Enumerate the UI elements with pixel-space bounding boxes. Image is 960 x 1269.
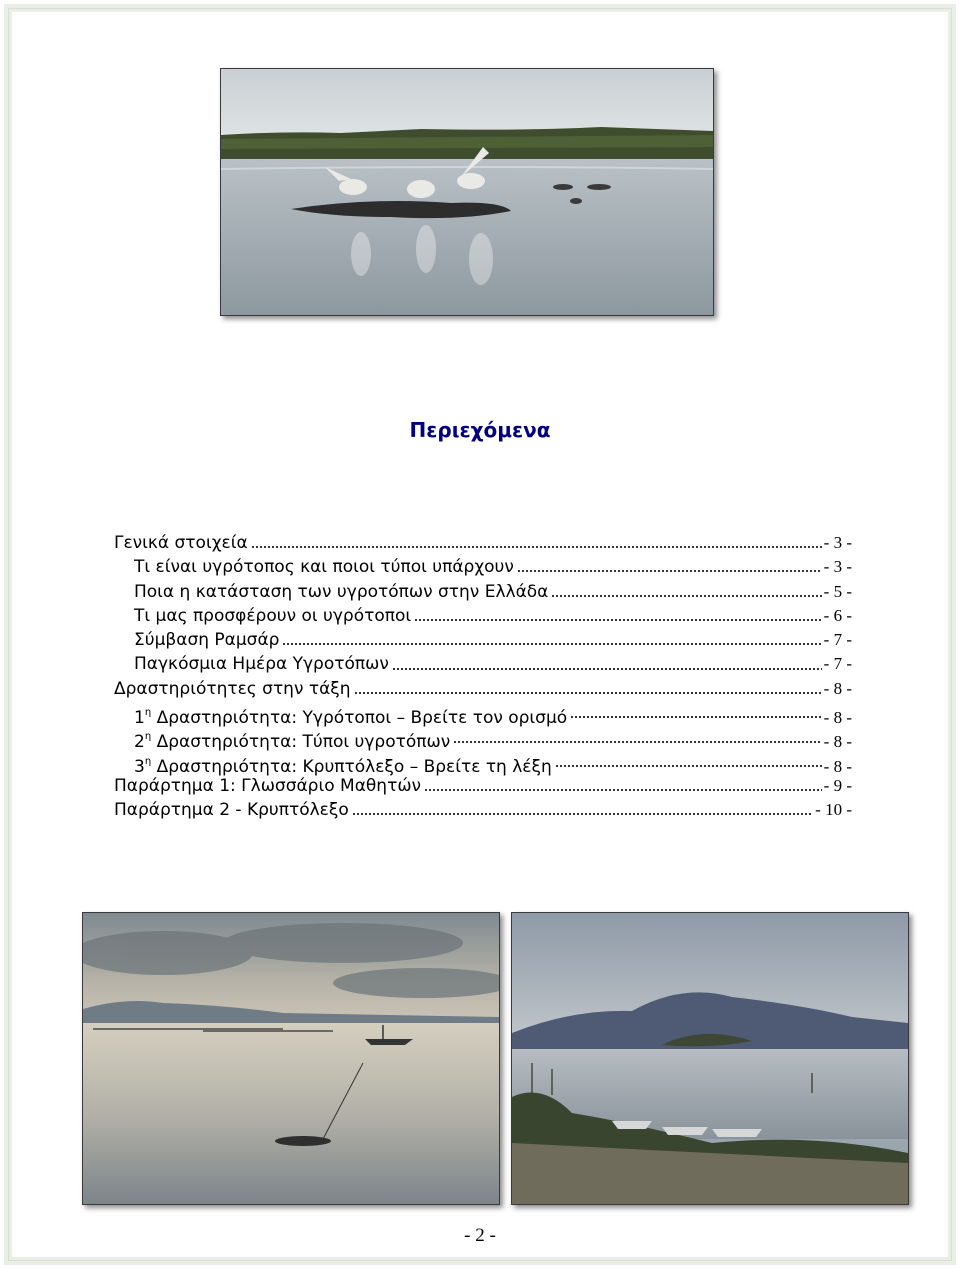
ordinal-number: 3 [134,756,145,777]
ordinal-suffix: η [144,707,152,719]
toc-entry[interactable] [114,798,852,822]
toc-leader-dots [414,615,822,625]
toc-entry-page: - 3 - [823,533,852,552]
ordinal-number: 2 [134,732,145,753]
toc-entry-label: Δραστηριότητα: Υγρότοποι – Βρείτε τον ορισμό [151,708,568,729]
toc-entry-page: - 9 - [823,775,852,795]
toc-entry[interactable] [114,652,852,676]
toc-entry-text: Παράρτημα 2 - Κρυπτόλεξο [114,800,349,821]
toc-leader-dots [517,566,822,576]
toc-entry-text: Γενικά στοιχεία [114,533,248,553]
pelicans-lake-photo [220,68,714,316]
toc-entry-page: - 3 - [823,557,852,577]
ordinal-suffix: η [144,731,152,743]
toc-entry[interactable] [114,555,852,579]
toc-entry-label: Δραστηριότητα: Κρυπτόλεξο – Βρείτε τη λέξη [151,756,552,777]
toc-entry-text: Παράρτημα 1: Γλωσσάριο Μαθητών [114,775,422,796]
toc-leader-dots [352,809,813,819]
lake-island-photo [511,912,909,1205]
toc-entry-page: - 5 - [823,581,852,601]
toc-entry[interactable] [114,628,852,652]
toc-entry-page: - 7 - [823,654,852,674]
toc-leader-dots [570,712,821,722]
toc-entry-text: Σύμβαση Ραμσάρ [134,630,280,651]
toc-entry-page: - 8 - [823,756,852,776]
toc-entry-page: - 7 - [823,630,852,650]
toc-entry[interactable] [114,750,852,777]
toc-leader-dots [551,591,821,601]
toc-leader-dots [251,542,822,552]
toc-leader-dots [424,785,822,795]
toc-entry[interactable] [114,604,852,628]
toc-entry-text: Ποια η κατάσταση των υγροτόπων στην Ελλάδα [134,581,549,602]
toc-entry-text: Τι είναι υγρότοπος και ποιοι τύποι υπάρχουν [134,557,514,578]
toc-entry-text: Δραστηριότητες στην τάξη [114,678,351,699]
toc-entry[interactable] [114,677,852,701]
toc-entry-page: - 8 - [823,732,852,752]
toc-entry[interactable] [114,580,852,604]
toc-entry[interactable] [114,531,852,555]
toc-entry-page: - 8 - [823,678,852,698]
toc-leader-dots [354,688,822,698]
toc-entry-page: - 8 - [823,708,852,728]
table-of-contents [114,531,852,823]
toc-leader-dots [392,664,822,674]
toc-entry-text: Παγκόσμια Ημέρα Υγροτόπων [134,654,389,675]
toc-entry-label: Δραστηριότητα: Τύποι υγροτόπων [151,732,451,753]
toc-leader-dots [453,737,821,747]
toc-title: Περιεχόμενα [409,418,551,442]
toc-leader-dots [282,639,821,649]
toc-leader-dots [555,761,822,771]
page-number: - 2 - [464,1225,496,1246]
toc-entry-page: - 6 - [823,605,852,625]
toc-entry-page: - 10 - [815,800,852,820]
toc-entry-text: Τι μας προσφέρουν οι υγρότοποι [134,605,412,626]
ordinal-number: 1 [134,708,145,729]
lake-dusk-photo [82,912,500,1205]
ordinal-suffix: η [144,755,152,767]
toc-entry[interactable] [114,701,852,729]
